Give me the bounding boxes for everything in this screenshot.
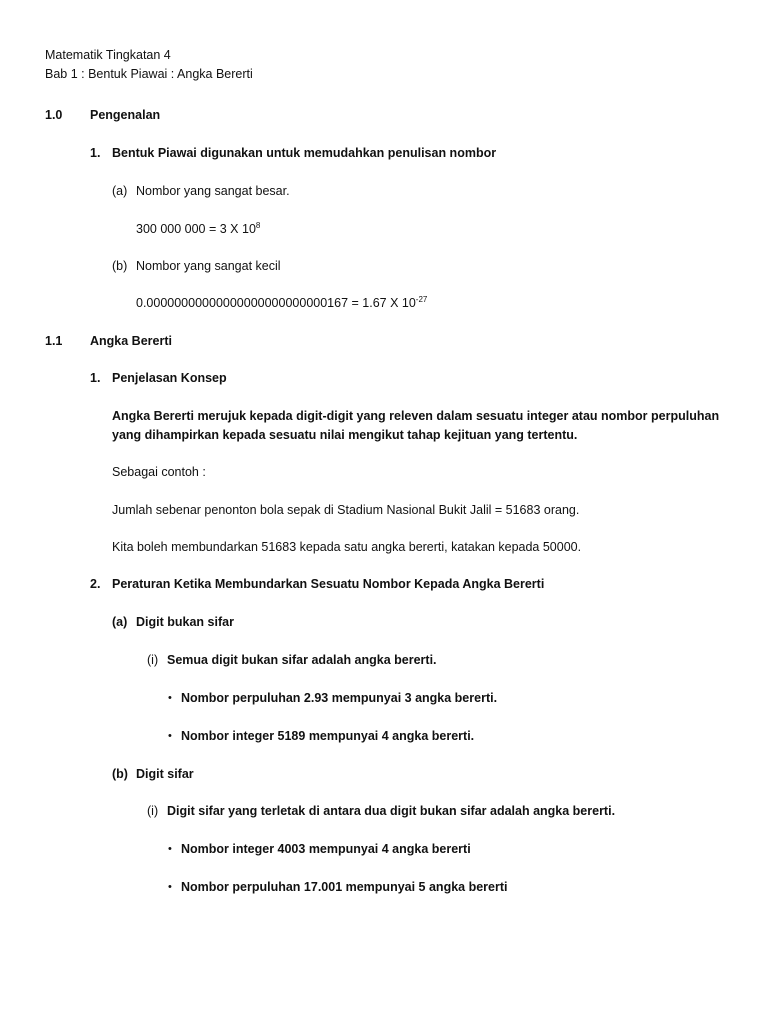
s11-item2-number: 2. (90, 577, 101, 591)
s11-a-i-text: Semua digit bukan sifar adalah angka bererti. (167, 653, 437, 667)
s10-item1-number: 1. (90, 146, 101, 160)
s11-para1-line1: Angka Bererti merujuk kepada digit-digit yang releven dalam sesuatu integer atau nombor perpuluhan (112, 409, 720, 423)
section-1-0-title: Pengenalan (90, 108, 161, 122)
bullet-icon: • (168, 730, 172, 742)
s11-b-bullet1: Nombor integer 4003 mempunyai 4 angka bererti (181, 842, 471, 856)
s11-b-i-label: (i) (147, 804, 159, 818)
s11-a-bullet1: Nombor perpuluhan 2.93 mempunyai 3 angka bererti. (181, 691, 498, 705)
s11-a-i-label: (i) (147, 653, 159, 667)
s11-para1-line2: yang dihampirkan kepada sesuatu nilai mengikut tahap kejituan yang tertentu. (112, 428, 578, 442)
s11-example-intro: Sebagai contoh : (112, 465, 206, 479)
s10-a-text: Nombor yang sangat besar. (136, 184, 290, 198)
s10-b-text: Nombor yang sangat kecil (136, 259, 281, 273)
doc-header-subject: Matematik Tingkatan 4 (45, 48, 171, 62)
bullet-icon: • (168, 692, 172, 704)
s11-example2: Kita boleh membundarkan 51683 kepada satu angka bererti, katakan kepada 50000. (112, 540, 582, 554)
s11-a-label: (a) (112, 615, 128, 629)
s11-a-bullet2: Nombor integer 5189 mempunyai 4 angka bererti. (181, 729, 475, 743)
section-1-1-title: Angka Bererti (90, 334, 172, 348)
bullet-icon: • (168, 843, 172, 855)
s10-item1-text: Bentuk Piawai digunakan untuk memudahkan penulisan nombor (112, 146, 497, 160)
s11-item1-number: 1. (90, 371, 101, 385)
s11-b-i-text: Digit sifar yang terletak di antara dua digit bukan sifar adalah angka bererti. (167, 804, 616, 818)
s10-a-example: 300 000 000 = 3 X $10^8$ (136, 221, 261, 236)
doc-header-chapter: Bab 1 : Bentuk Piawai : Angka Bererti (45, 67, 253, 81)
s10-a-label: (a) (112, 184, 128, 198)
s11-a-title: Digit bukan sifar (136, 615, 234, 629)
s11-item1-title: Penjelasan Konsep (112, 371, 227, 385)
bullet-icon: • (168, 881, 172, 893)
s10-b-example: 0.00000000000000000000000000167 = 1.67 X $10^{-27}$ (136, 295, 428, 310)
section-1-0-number: 1.0 (45, 108, 63, 122)
s11-b-bullet2: Nombor perpuluhan 17.001 mempunyai 5 angka bererti (181, 880, 508, 894)
section-1-1-number: 1.1 (45, 334, 63, 348)
s10-b-label: (b) (112, 259, 128, 273)
s11-b-label: (b) (112, 767, 128, 781)
s11-item2-title: Peraturan Ketika Membundarkan Sesuatu Nombor Kepada Angka Bererti (112, 577, 545, 591)
s11-example1: Jumlah sebenar penonton bola sepak di Stadium Nasional Bukit Jalil = 51683 orang. (112, 503, 580, 517)
s11-b-title: Digit sifar (136, 767, 194, 781)
